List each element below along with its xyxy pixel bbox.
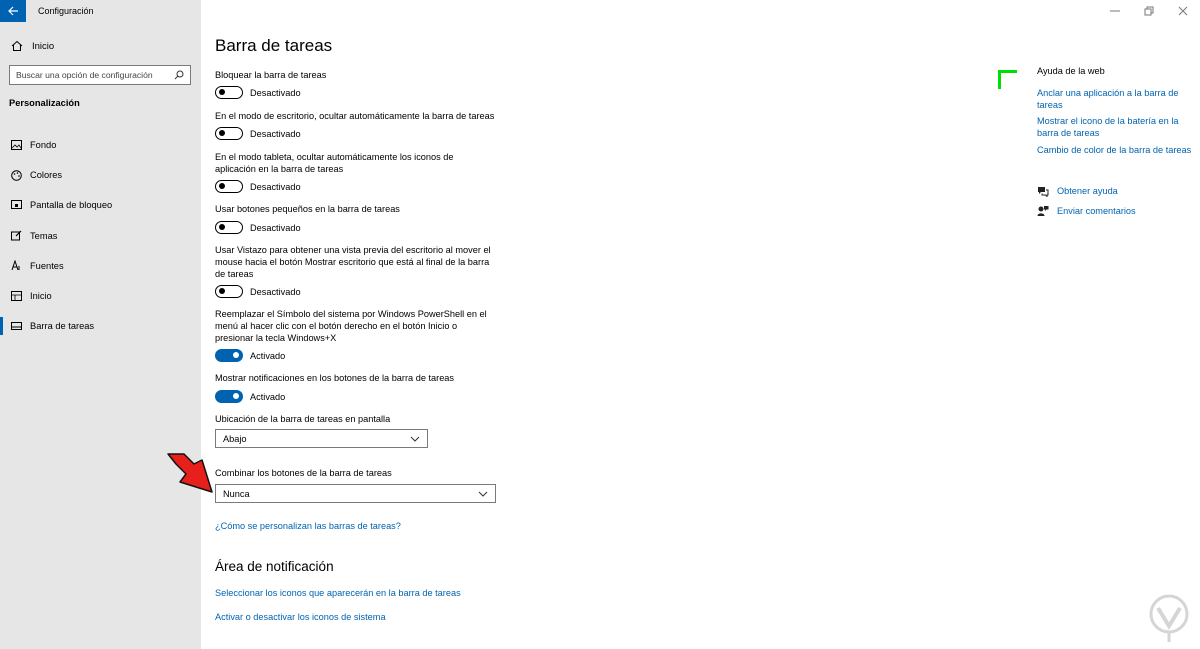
font-icon xyxy=(10,260,22,272)
green-corner-marker xyxy=(998,70,1018,90)
search-input[interactable] xyxy=(9,65,191,85)
sidebar-item-temas[interactable] xyxy=(0,221,201,251)
send-feedback-link[interactable] xyxy=(1037,205,1136,217)
search-placeholder: Buscar una opción de configuración xyxy=(16,70,153,80)
web-help-link-pin[interactable]: Anclar una aplicación a la barra de tareas xyxy=(1037,88,1179,110)
toggle-lock-taskbar[interactable] xyxy=(215,86,243,99)
web-help-title: Ayuda de la web xyxy=(1037,66,1105,76)
setting-label: Mostrar notificaciones en los botones de la barra de tareas xyxy=(215,373,455,383)
location-value: Abajo xyxy=(223,433,247,444)
sidebar-item-inicio[interactable] xyxy=(0,281,201,311)
select-icons-link[interactable]: Seleccionar los iconos que aparecerán en la barra de tareas xyxy=(215,588,461,598)
setting-row xyxy=(215,221,301,234)
page-title: Barra de tareas xyxy=(215,36,333,55)
setting-label: Usar botones pequeños en la barra de tareas xyxy=(215,204,400,214)
toggle-state: Activado xyxy=(250,350,286,361)
title-bar xyxy=(0,0,201,22)
get-help-link[interactable] xyxy=(1037,185,1118,197)
toggle-state: Desactivado xyxy=(250,181,301,192)
toggle-state: Desactivado xyxy=(250,286,301,297)
home-icon xyxy=(10,39,24,53)
setting-label: En el modo tableta, ocultar automáticamente los iconos de aplicación en la barra de tareas xyxy=(215,152,454,174)
toggle-peek[interactable] xyxy=(215,285,243,298)
nav-list xyxy=(0,130,201,341)
setting-label: En el modo de escritorio, ocultar automáticamente la barra de tareas xyxy=(215,111,495,121)
setting-row xyxy=(215,285,301,298)
sidebar-item-label: Colores xyxy=(30,170,63,181)
toggle-small-buttons[interactable] xyxy=(215,221,243,234)
web-help-link-color[interactable]: Cambio de color de la barra de tareas xyxy=(1037,145,1192,155)
toggle-state: Activado xyxy=(250,391,286,402)
main-content xyxy=(215,0,915,649)
taskbar-icon xyxy=(10,320,22,332)
start-icon xyxy=(10,290,22,302)
sidebar-item-label: Inicio xyxy=(30,291,52,302)
sidebar-item-fondo[interactable] xyxy=(0,130,201,160)
setting-row xyxy=(215,86,301,99)
feedback-icon xyxy=(1037,205,1049,217)
location-label: Ubicación de la barra de tareas en pantalla xyxy=(215,414,391,424)
toggle-powershell[interactable] xyxy=(215,349,243,362)
toggle-state: Desactivado xyxy=(250,128,301,139)
sidebar-item-label: Temas xyxy=(30,230,58,241)
get-help-label: Obtener ayuda xyxy=(1057,186,1118,196)
chevron-down-icon xyxy=(478,491,488,497)
palette-icon xyxy=(10,169,22,181)
web-help-link-battery[interactable]: Mostrar el icono de la batería en la barra de tareas xyxy=(1037,116,1179,138)
sidebar-item-label: Pantalla de bloqueo xyxy=(30,200,113,211)
setting-label: Usar Vistazo para obtener una vista previa del escritorio al mover el mouse hacia el botón Mostrar escritorio que está al final de la barra de tareas xyxy=(215,245,491,279)
location-select[interactable] xyxy=(215,429,428,448)
customize-help-link[interactable]: ¿Cómo se personalizan las barras de tareas? xyxy=(215,521,401,531)
toggle-state: Desactivado xyxy=(250,222,301,233)
setting-row xyxy=(215,127,301,140)
chevron-down-icon xyxy=(410,436,420,442)
combine-select[interactable] xyxy=(215,484,496,503)
watermark-logo xyxy=(1146,592,1192,644)
lock-screen-icon xyxy=(10,199,22,211)
system-icons-link[interactable]: Activar o desactivar los iconos de sistema xyxy=(215,612,386,622)
combine-value: Nunca xyxy=(223,488,250,499)
sidebar-item-label: Fuentes xyxy=(30,260,64,271)
sidebar-item-barra-de-tareas[interactable] xyxy=(0,311,201,341)
toggle-notifications[interactable] xyxy=(215,390,243,403)
setting-row xyxy=(215,390,285,403)
sidebar-item-label: Fondo xyxy=(30,140,57,151)
sidebar-item-pantalla-de-bloqueo[interactable] xyxy=(0,190,201,220)
nav-home[interactable] xyxy=(0,35,201,57)
chat-help-icon xyxy=(1037,185,1049,197)
setting-row xyxy=(215,180,301,193)
nav-home-label: Inicio xyxy=(32,40,55,52)
section-label: Personalización xyxy=(9,98,80,108)
setting-label: Reemplazar el Símbolo del sistema por Windows PowerShell en el menú al hacer clic con el botón derecho en el botón Inicio o presionar la tecla Windows+X xyxy=(215,309,487,343)
brush-icon xyxy=(10,230,22,242)
sidebar-item-fuentes[interactable] xyxy=(0,251,201,281)
notification-area-title: Área de notificación xyxy=(215,559,334,574)
toggle-autohide-desktop[interactable] xyxy=(215,127,243,140)
setting-row xyxy=(215,349,285,362)
combine-label: Combinar los botones de la barra de tareas xyxy=(215,468,392,478)
image-icon xyxy=(10,139,22,151)
back-button[interactable] xyxy=(0,0,26,22)
send-feedback-label: Enviar comentarios xyxy=(1057,206,1136,216)
toggle-autohide-tablet[interactable] xyxy=(215,180,243,193)
sidebar xyxy=(0,0,201,649)
sidebar-item-label: Barra de tareas xyxy=(30,321,95,332)
right-panel xyxy=(1037,0,1197,649)
red-arrow-icon xyxy=(162,450,218,498)
sidebar-item-colores[interactable] xyxy=(0,160,201,190)
setting-label: Bloquear la barra de tareas xyxy=(215,70,327,80)
search-icon xyxy=(174,70,184,80)
toggle-state: Desactivado xyxy=(250,87,301,98)
back-arrow-icon xyxy=(8,6,19,16)
app-title: Configuración xyxy=(38,6,94,16)
